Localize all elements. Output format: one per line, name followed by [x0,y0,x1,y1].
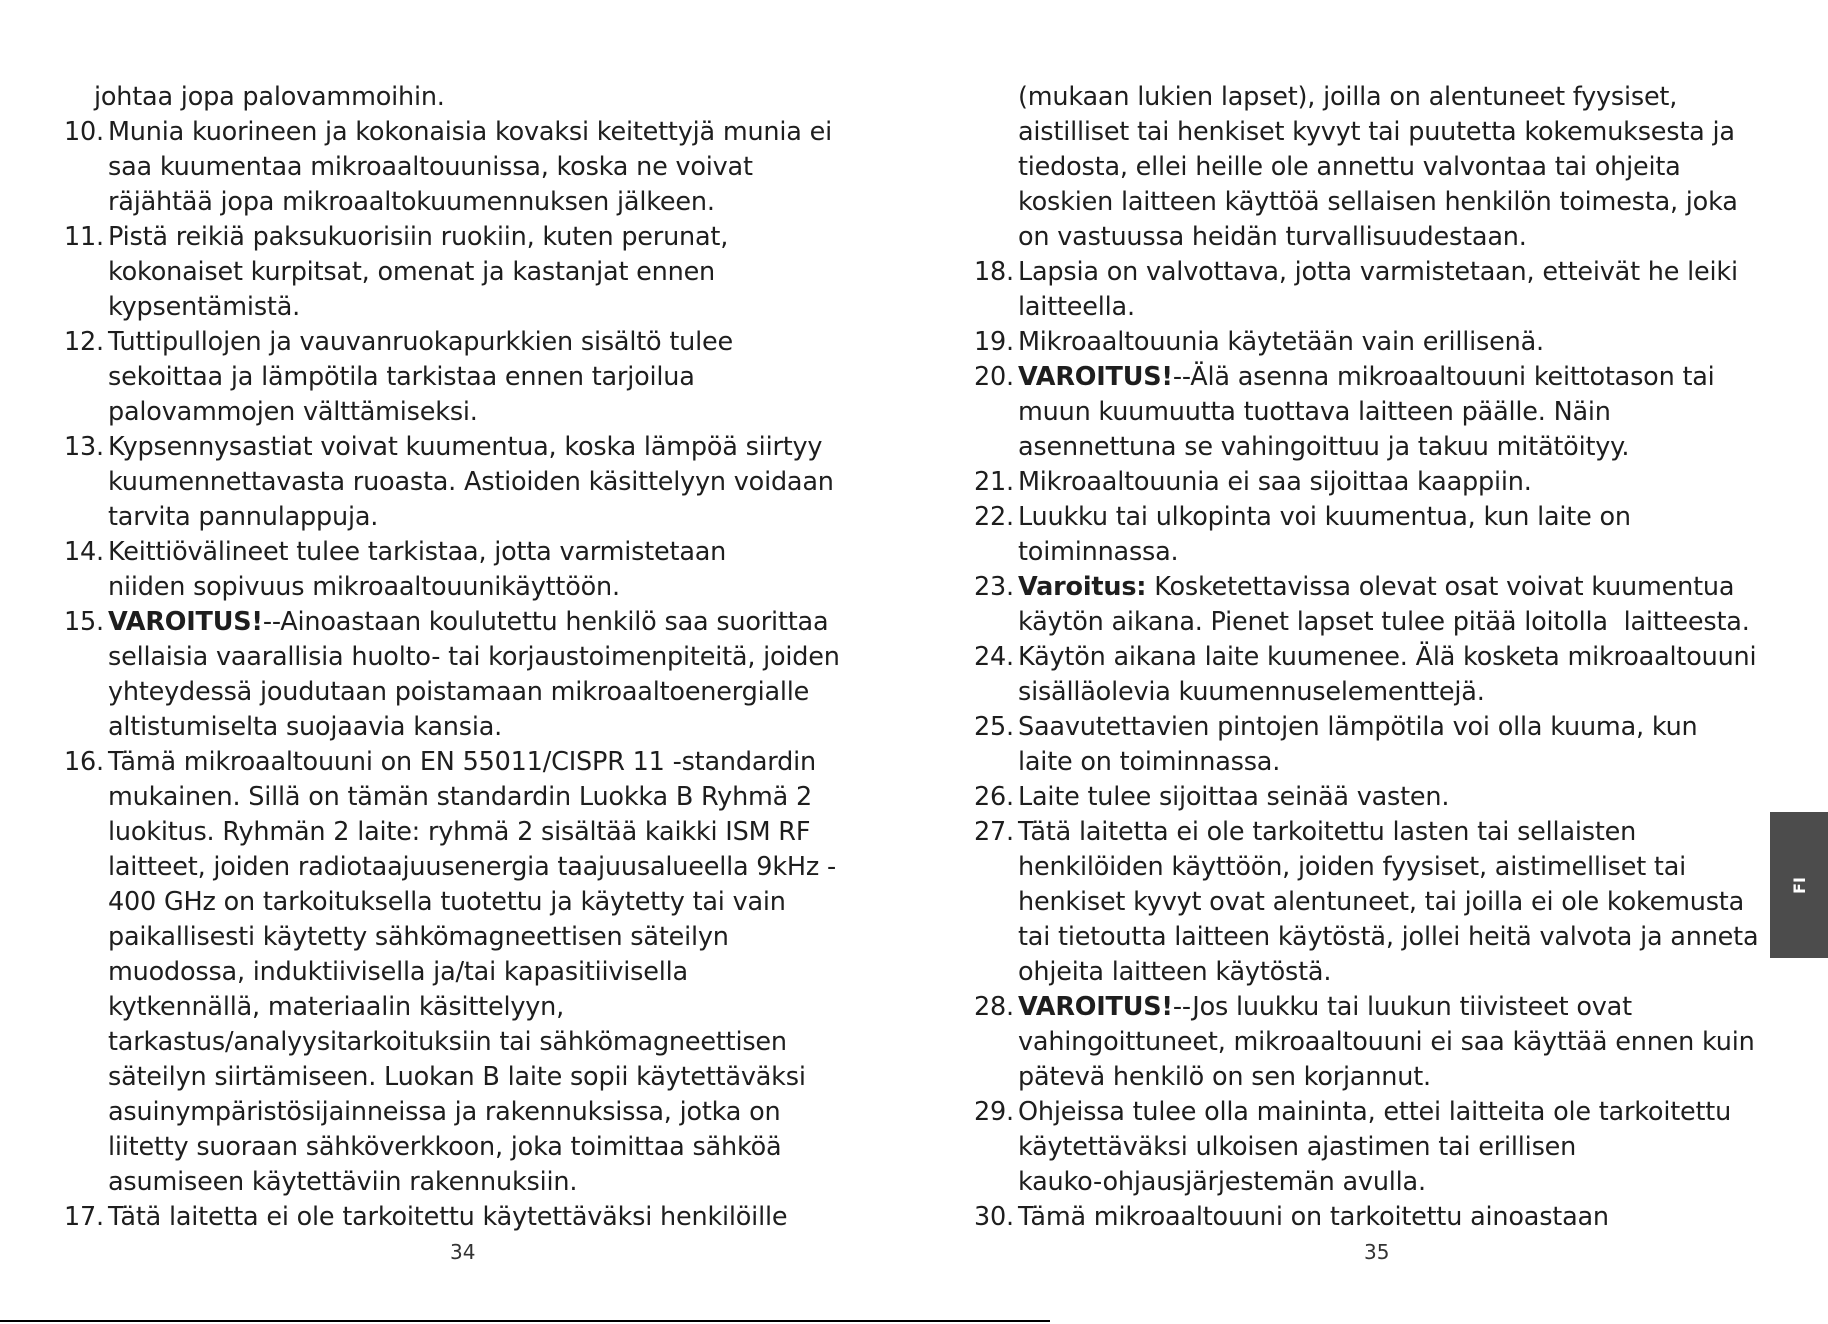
item-number: 29. [974,1097,1014,1127]
item-line: tai tietoutta laitteen käytöstä, jollei heitä valvota ja anneta [1018,922,1759,952]
item-line: asuinympäristösijainneissa ja rakennuksissa, jotka on [108,1097,781,1127]
item-line: mukainen. Sillä on tämän standardin Luokka B Ryhmä 2 [108,782,813,812]
item-line: asennettuna se vahingoittuu ja takuu mitätöityy. [1018,432,1630,462]
item-line [1018,570,1794,605]
item-line: muodossa, induktiivisella ja/tai kapasitiivisella [108,957,688,987]
item-line: henkilöiden käyttöön, joiden fyysiset, aistimelliset tai [1018,852,1687,882]
item-line: niiden sopivuus mikroaaltouunikäyttöön. [108,572,620,602]
item-number: 21. [974,467,1014,497]
item-number: 23. [974,572,1014,602]
list-item [64,745,854,1200]
list-item [974,815,1794,990]
item-number: 26. [974,782,1014,812]
list-item [974,500,1794,570]
bottom-rule [0,1320,1050,1322]
item-line: Luukku tai ulkopinta voi kuumentua, kun laite on [1018,502,1631,532]
item-number: 13. [64,432,104,462]
item-line: altistumiselta suojaavia kansia. [108,712,503,742]
list-item [64,605,854,745]
list-item [974,255,1794,325]
item-number: 12. [64,327,104,357]
item-line: räjähtää jopa mikroaaltokuumennuksen jälkeen. [108,187,715,217]
item-text [1018,710,1794,780]
item-number: 10. [64,117,104,147]
item-number: 24. [974,642,1014,672]
item-text [1018,325,1794,360]
left-lead-continuation: johtaa jopa palovammoihin. [94,82,445,112]
item-line: käytettäväksi ulkoisen ajastimen tai erillisen [1018,1132,1577,1162]
item-line: tarkastus/analyysitarkoituksiin tai sähkömagneettisen [108,1027,787,1057]
lead-line: on vastuussa heidän turvallisuudestaan. [1018,222,1527,252]
page-number-left: 34 [450,1240,476,1264]
item-number: 20. [974,362,1014,392]
lead-line: (mukaan lukien lapset), joilla on alentuneet fyysiset, [1018,82,1678,112]
list-item [974,780,1794,815]
item-number: 28. [974,992,1014,1022]
list-item [64,535,854,605]
item-number: 17. [64,1202,104,1232]
item-line: Ohjeissa tulee olla maininta, ettei laitteita ole tarkoitettu [1018,1097,1732,1127]
item-text [1018,990,1794,1095]
list-item [64,325,854,430]
list-item [64,115,854,220]
item-line: palovammojen välttämiseksi. [108,397,478,427]
item-line: 400 GHz on tarkoituksella tuotettu ja käytetty tai vain [108,887,786,917]
item-line: toiminnassa. [1018,537,1179,567]
list-item [64,430,854,535]
item-number: 22. [974,502,1014,532]
list-item [974,1200,1794,1235]
item-line: laite on toiminnassa. [1018,747,1281,777]
item-line: laitteella. [1018,292,1135,322]
list-item [64,1200,854,1235]
language-tab [1770,812,1828,958]
item-text [1018,640,1794,710]
item-line: yhteydessä joudutaan poistamaan mikroaaltoenergialle [108,677,810,707]
item-line: Tätä laitetta ei ole tarkoitettu lasten tai sellaisten [1018,817,1637,847]
item-line: sellaisia vaarallisia huolto- tai korjaustoimenpiteitä, joiden [108,642,840,672]
right-page [914,0,1828,1324]
item-line: Keittiövälineet tulee tarkistaa, jotta varmistetaan [108,537,727,567]
language-tab-label: FI [1789,876,1809,894]
item-line: kuumennettavasta ruoasta. Astioiden käsittelyyn voidaan [108,467,834,497]
item-line: vahingoittuneet, mikroaaltouuni ei saa käyttää ennen kuin [1018,1027,1755,1057]
item-text [1018,500,1794,570]
item-line: sisälläolevia kuumennuselementtejä. [1018,677,1485,707]
right-lead-continuation [974,80,1794,255]
list-item [974,1095,1794,1200]
list-item [974,640,1794,710]
item-line: Mikroaaltouunia käytetään vain erillisenä. [1018,327,1544,357]
item-text [1018,465,1794,500]
item-line: kauko-ohjausjärjestemän avulla. [1018,1167,1426,1197]
item-number: 16. [64,747,104,777]
item-text [1018,570,1794,640]
item-number: 14. [64,537,104,567]
item-text [1018,815,1794,990]
warning-label: Varoitus: [1018,572,1147,602]
item-line: henkiset kyvyt ovat alentuneet, tai joilla ei ole kokemusta [1018,887,1745,917]
item-line-text: Kosketettavissa olevat osat voivat kuumentua [1146,572,1735,602]
item-line: Pistä reikiä paksukuorisiin ruokiin, kuten perunat, [108,222,729,252]
item-line [1018,990,1794,1025]
item-line: Tätä laitetta ei ole tarkoitettu käytettäväksi henkilöille [108,1202,788,1232]
list-item [974,990,1794,1095]
item-line: muun kuumuutta tuottava laitteen päälle. Näin [1018,397,1611,427]
item-line [1018,360,1794,395]
item-line: kokonaiset kurpitsat, omenat ja kastanjat ennen [108,257,716,287]
item-line: Käytön aikana laite kuumenee. Älä kosketa mikroaaltouuni [1018,642,1757,672]
item-line: saa kuumentaa mikroaaltouunissa, koska ne voivat [108,152,753,182]
item-text [108,115,854,220]
item-line: tarvita pannulappuja. [108,502,379,532]
item-line: sekoittaa ja lämpötila tarkistaa ennen tarjoilua [108,362,695,392]
item-line: Laite tulee sijoittaa seinää vasten. [1018,782,1450,812]
item-line: Kypsennysastiat voivat kuumentua, koska lämpöä siirtyy [108,432,823,462]
item-text [1018,780,1794,815]
item-number: 15. [64,607,104,637]
item-number: 25. [974,712,1014,742]
item-number: 11. [64,222,104,252]
item-line-text: --Jos luukku tai luukun tiivisteet ovat [1172,992,1632,1022]
item-line: ohjeita laitteen käytöstä. [1018,957,1332,987]
item-text [108,325,854,430]
list-item [974,710,1794,780]
item-line: Tuttipullojen ja vauvanruokapurkkien sisältö tulee [108,327,733,357]
item-line [108,605,854,640]
item-number: 18. [974,257,1014,287]
item-line-text: --Ainoastaan koulutettu henkilö saa suorittaa [262,607,829,637]
list-item [974,325,1794,360]
warning-label: VAROITUS! [108,607,263,637]
item-text [1018,255,1794,325]
item-number: 19. [974,327,1014,357]
right-text-column [974,80,1794,1235]
list-item [974,465,1794,500]
lead-line: koskien laitteen käyttöä sellaisen henkilön toimesta, joka [1018,187,1738,217]
item-number: 27. [974,817,1014,847]
item-line: laitteet, joiden radiotaajuusenergia taajuusalueella 9kHz - [108,852,836,882]
item-line: Lapsia on valvottava, jotta varmistetaan, etteivät he leiki [1018,257,1738,287]
item-line: säteilyn siirtämiseen. Luokan B laite sopii käytettäväksi [108,1062,806,1092]
lead-line: tiedosta, ellei heille ole annettu valvontaa tai ohjeita [1018,152,1681,182]
item-line: liitetty suoraan sähköverkkoon, joka toimittaa sähköä [108,1132,782,1162]
item-text [1018,1095,1794,1200]
item-line: Saavutettavien pintojen lämpötila voi olla kuuma, kun [1018,712,1698,742]
item-text [108,1200,854,1235]
item-text [108,745,854,1200]
item-line: Mikroaaltouunia ei saa sijoittaa kaappiin. [1018,467,1532,497]
item-text [108,535,854,605]
item-text [108,430,854,535]
left-text-column [64,80,854,1235]
item-line: Tämä mikroaaltouuni on EN 55011/CISPR 11 -standardin [108,747,816,777]
page-number-right: 35 [1364,1240,1390,1264]
item-line: kypsentämistä. [108,292,301,322]
item-line: luokitus. Ryhmän 2 laite: ryhmä 2 sisältää kaikki ISM RF [108,817,811,847]
list-item [974,360,1794,465]
item-line: kytkennällä, materiaalin käsittelyyn, [108,992,564,1022]
list-item [64,220,854,325]
warning-label: VAROITUS! [1018,362,1173,392]
warning-label: VAROITUS! [1018,992,1173,1022]
item-text [108,220,854,325]
item-line: käytön aikana. Pienet lapset tulee pitää loitolla laitteesta. [1018,607,1750,637]
list-item [974,570,1794,640]
item-line: Tämä mikroaaltouuni on tarkoitettu ainoastaan [1018,1202,1609,1232]
item-line-text: --Älä asenna mikroaaltouuni keittotason tai [1172,362,1715,392]
item-text [108,605,854,745]
item-line: pätevä henkilö on sen korjannut. [1018,1062,1431,1092]
item-number: 30. [974,1202,1014,1232]
item-text [1018,360,1794,465]
item-line: Munia kuorineen ja kokonaisia kovaksi keitettyjä munia ei [108,117,832,147]
item-text [1018,1200,1794,1235]
item-line: paikallisesti käytetty sähkömagneettisen säteilyn [108,922,729,952]
item-line: asumiseen käytettäviin rakennuksiin. [108,1167,578,1197]
lead-line: aistilliset tai henkiset kyvyt tai puutetta kokemuksesta ja [1018,117,1735,147]
